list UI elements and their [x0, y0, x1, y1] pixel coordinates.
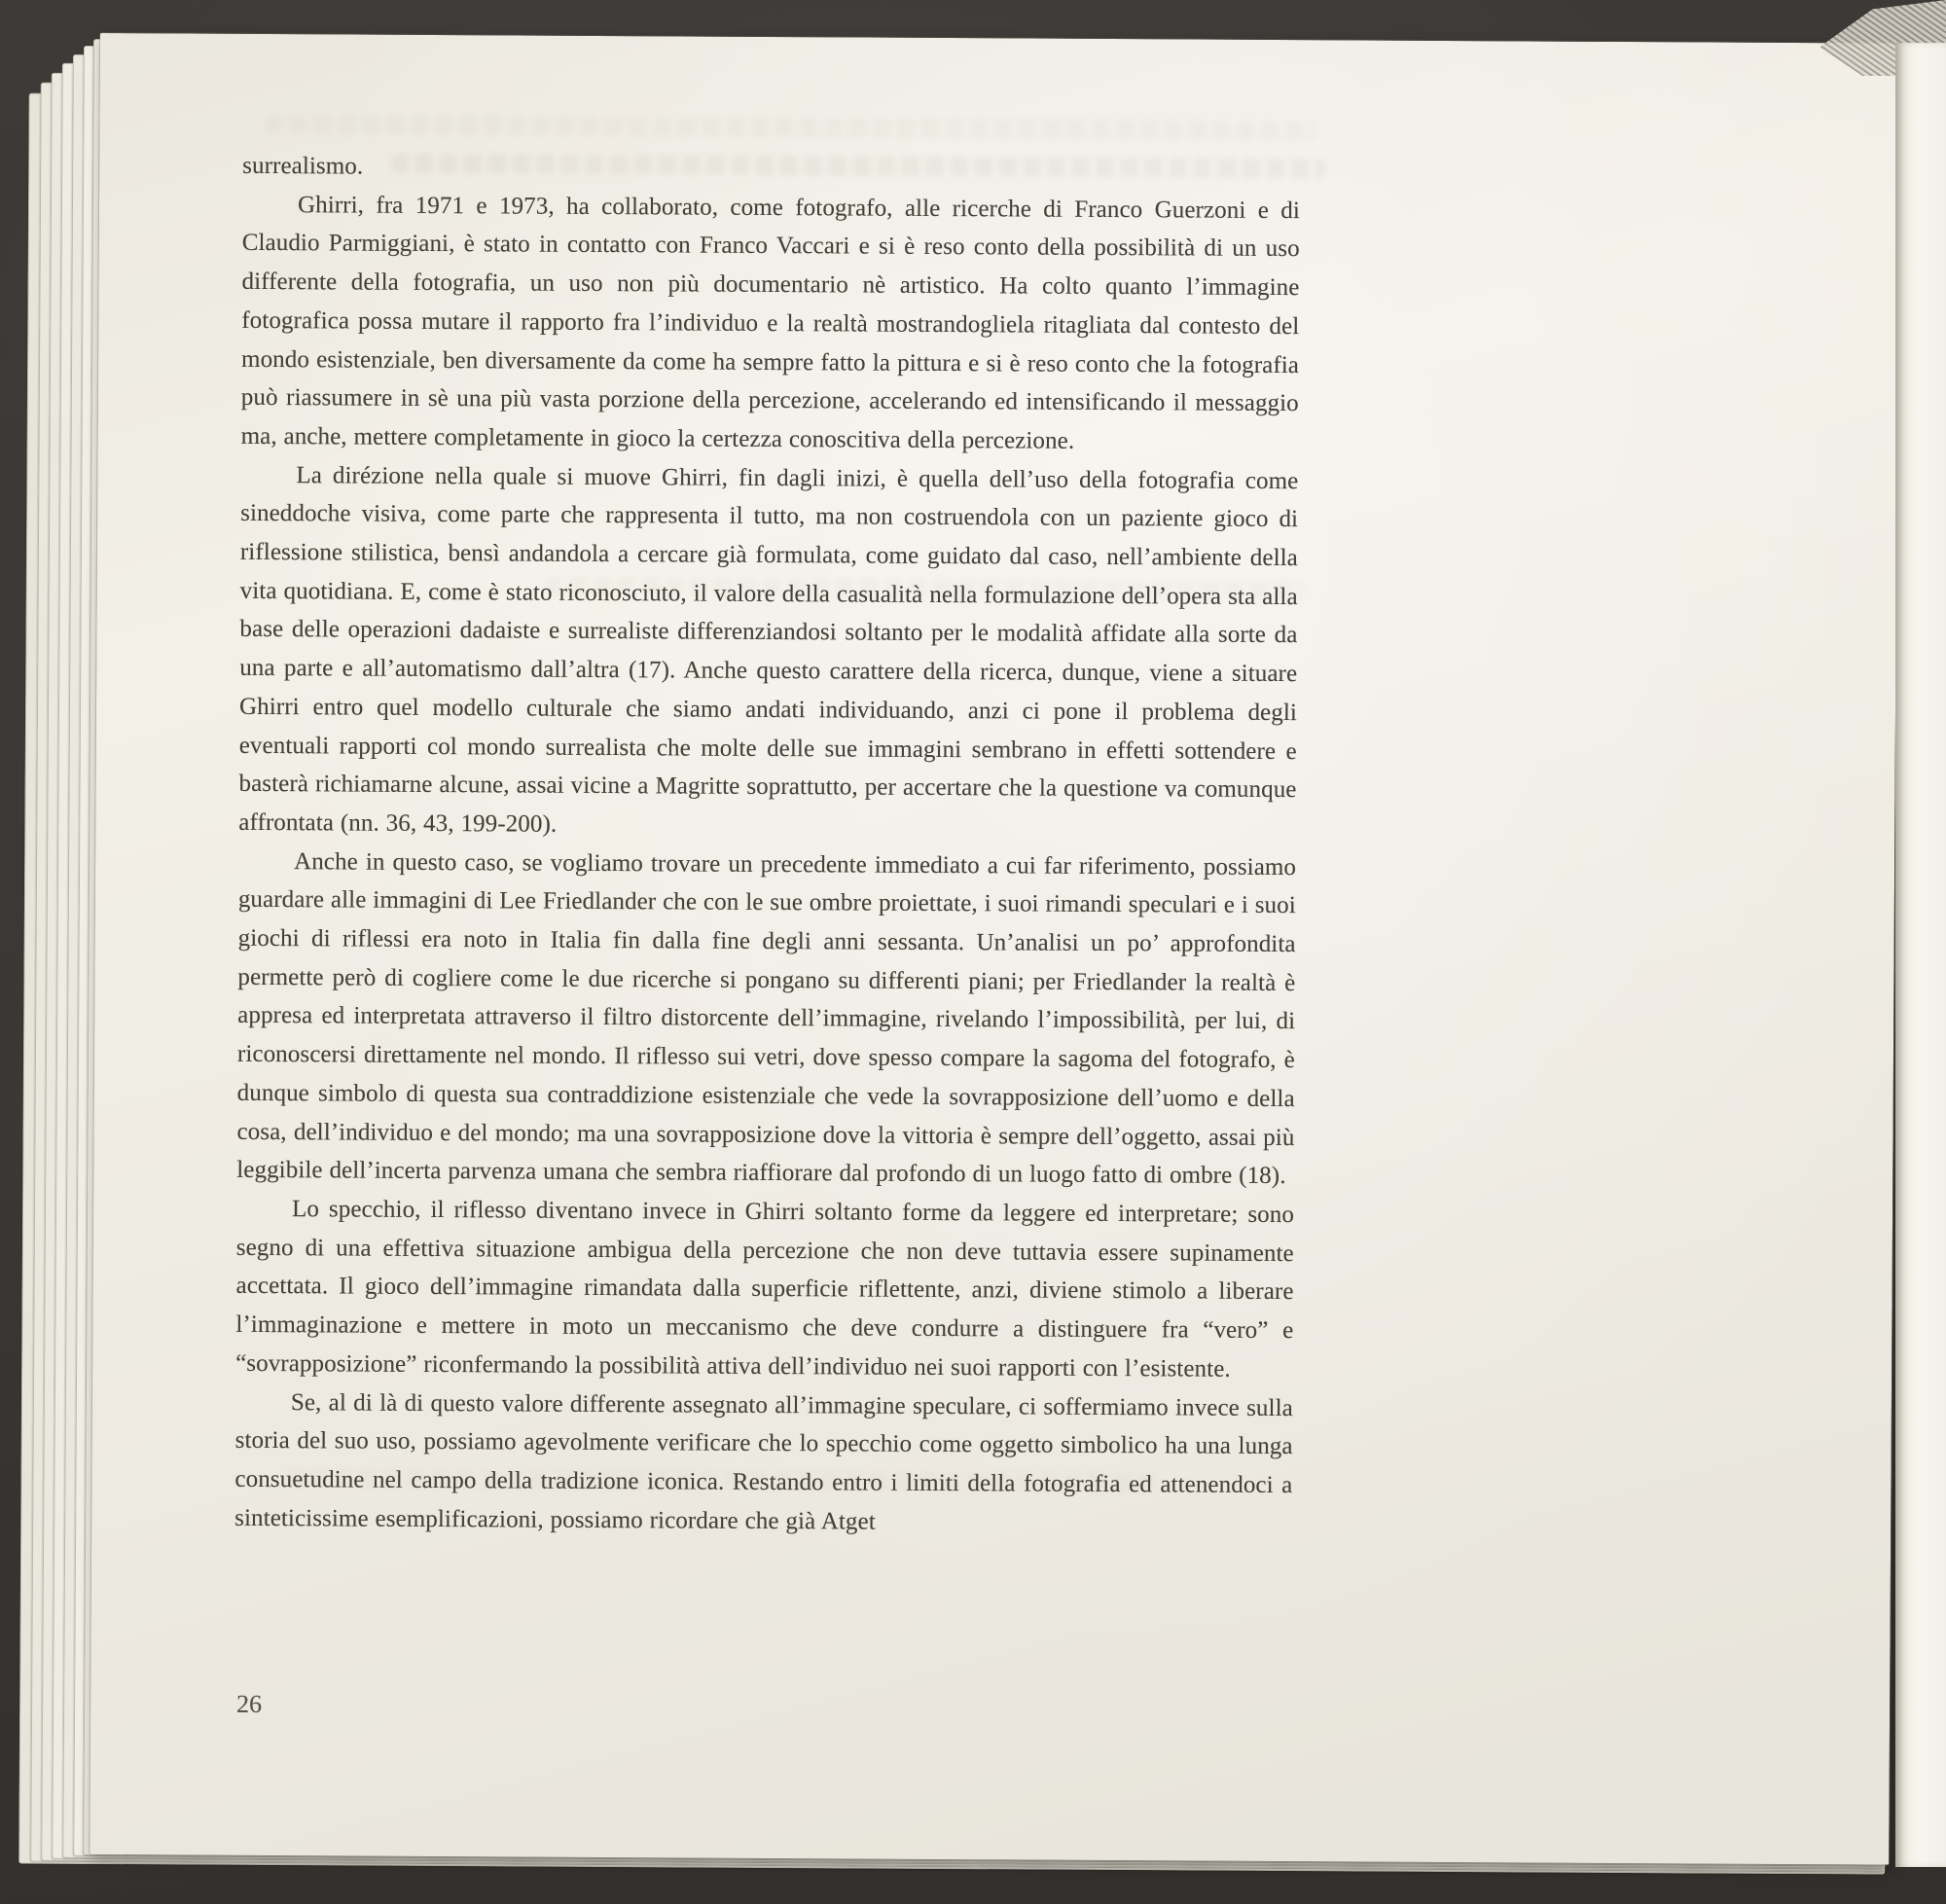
- book-page: [90, 33, 1899, 1865]
- gutter-strip: [1895, 43, 1946, 1867]
- paragraph: surrealismo.: [242, 152, 364, 180]
- paragraph: La dirézione nella quale si muove Ghirri, fin dagli inizi, è quella dell’uso della fotografia come sineddoche visiva, come parte che rappresenta il tutto, ma non costruendola con un paziente gioco di riflessione stilistica, bensì andandola a cercare già formulata, come guidato dal caso, nell’ambiente della vita quotidiana. E, come è stato riconosciuto, il valore della casualità nella formulazione dell’opera sta alla base delle operazioni dadaiste e surrealiste differenziandosi soltanto per le modalità affidate alla sorte da una parte e all’automatismo dall’altra (17). Anche questo carattere della ricerca, dunque, viene a situare Ghirri entro quel modello culturale che siamo andati individuando, anzi ci pone il problema degli eventuali rapporti col mondo surrealista che molte delle sue immagini sembrano in effetti sottendere e basterà richiamarne alcune, assai vicine a Magritte soprattutto, per accertare che la questione va comunque affrontata (nn. 36, 43, 199-200).: [238, 461, 1299, 838]
- paragraph: Se, al di là di questo valore differente assegnato all’immagine speculare, ci soffermiamo invece sulla storia del suo uso, possiamo agevolmente verificare che lo specchio come oggetto simbolico ha una lunga consuetudine nel campo della tradizione iconica. Restando entro i limiti della fotografia ed attenendoci a sinteticissime esemplificazioni, possiamo ricordare che già Atget: [234, 1388, 1293, 1535]
- text-column: [234, 147, 1300, 1544]
- bleed-through-smudge: [265, 115, 1315, 140]
- paragraph: Ghirri, fra 1971 e 1973, ha collaborato, come fotografo, alle ricerche di Franco Guerzoni e di Claudio Parmiggiani, è stato in contatto con Franco Vaccari e si è reso conto della possibilità di un uso differente della fotografia, un uso non più documentario nè artistico. Ha colto quanto l’immagine fotografica possa mutare il rapporto fra l’individuo e la realtà mostrandogliela ritagliata dal contesto del mondo esistenziale, ben diversamente da come ha sempre fatto la pittura e si è reso conto che la fotografia può riassumere in sè una più vasta porzione della percezione, accelerando ed intensificando il messaggio ma, anche, mettere completamente in gioco la certezza conoscitiva della percezione.: [240, 191, 1301, 454]
- page-number: 26: [236, 1689, 263, 1719]
- paragraph: Lo specchio, il riflesso diventano invece in Ghirri soltanto forme da leggere ed interpretare; sono segno di una effettiva situazione ambigua della percezione che non deve tuttavia essere supinamente accettata. Il gioco dell’immagine rimandata dalla superficie riflettente, anzi, diviene stimolo a liberare l’immaginazione e mettere in moto un meccanismo che deve condurre a distinguere fra “vero” e “sovrapposizione” riconfermando la possibilità attiva dell’individuo nei suoi rapporti con l’esistente.: [235, 1196, 1295, 1383]
- paragraph: Anche in questo caso, se vogliamo trovare un precedente immediato a cui far riferimento, possiamo guardare alle immagini di Lee Friedlander che con le sue ombre proiettate, i suoi rimandi speculari e i suoi giochi di riflessi era noto in Italia fin dalla fine degli anni sessanta. Un’analisi un po’ approfondita permette però di cogliere come le due ricerche si pongano su differenti piani; per Friedlander la realtà è appresa ed interpretata attraverso il filtro distorcente dell’immagine, rivelando l’impossibilità, per lui, di riconoscersi direttamente nel mondo. Il riflesso sui vetri, dove spesso compare la sagoma del fotografo, è dunque simbolo di questa sua contraddizione esistenziale che vede la sovrapposizione dell’uomo e della cosa, dell’individuo e del mondo; ma una sovrapposizione dove la vittoria è sempre dell’oggetto, assai più leggibile dell’incerta parvenza umana che sembra riaffiorare dal profondo di un luogo fatto di ombre (18).: [236, 847, 1297, 1190]
